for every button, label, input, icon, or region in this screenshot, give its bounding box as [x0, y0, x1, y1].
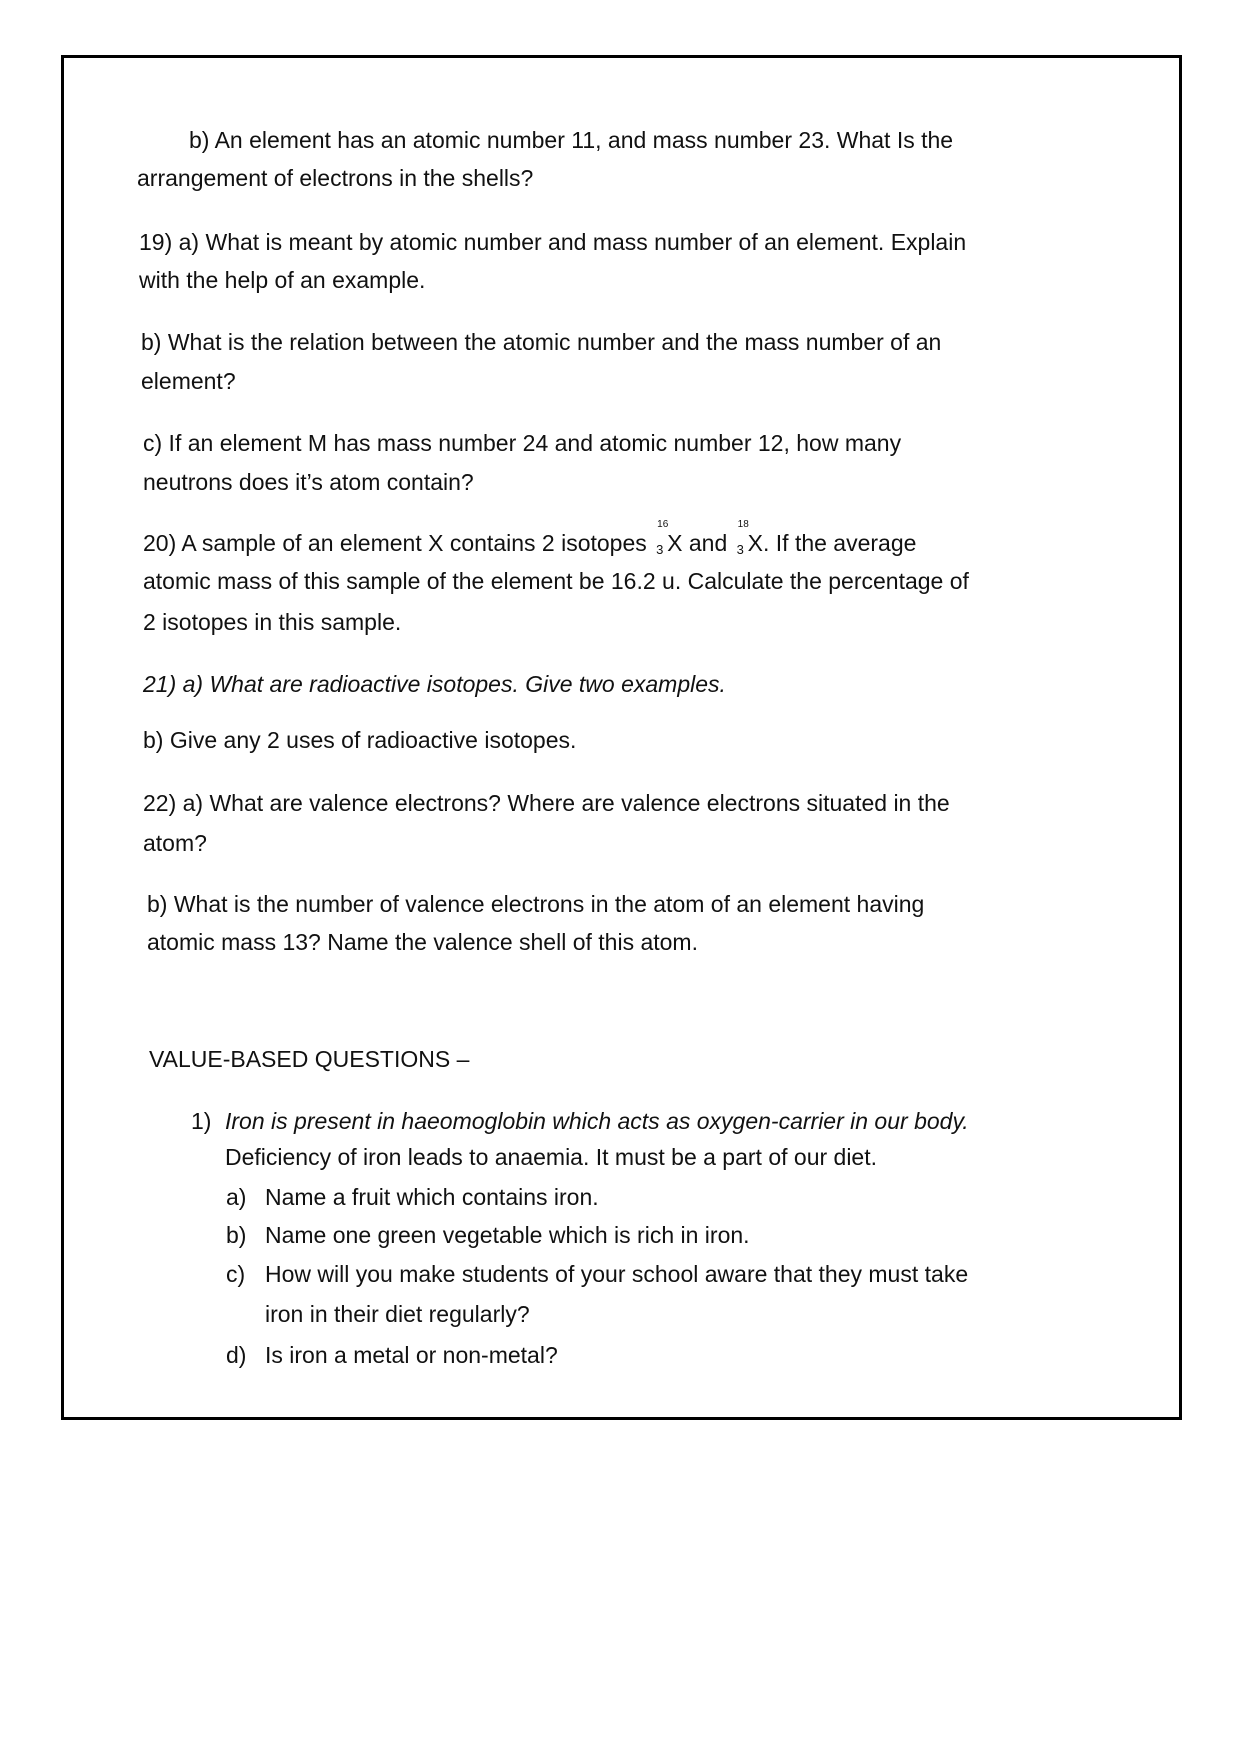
isotope-notation-18 [734, 519, 749, 557]
vb-item1-number: 1) [191, 1108, 212, 1134]
q20-line2: atomic mass of this sample of the element be 16.2 u. Calculate the percentage of [143, 568, 969, 594]
q19-a-text: What is meant by atomic number and mass number of an element. Explain [205, 229, 967, 255]
q19-a-line1 [139, 228, 966, 256]
isotope-mass-number: 18 [737, 519, 749, 530]
q19-b-line2: element? [141, 368, 236, 394]
vb-sub-c-label: c) [226, 1261, 246, 1287]
vb-sub-d-text: Is iron a metal or non-metal? [265, 1342, 558, 1368]
vb-sub-a-label: a) [226, 1184, 247, 1210]
q22-a-line2: atom? [143, 830, 207, 856]
q18-b-line2: arrangement of electrons in the shells? [137, 165, 534, 191]
q21-b-line: b) Give any 2 uses of radioactive isotopes. [143, 727, 577, 753]
isotope-atomic-number: 3 [736, 542, 744, 557]
vb-sub-d-label: d) [226, 1342, 247, 1368]
q19-c-line2: neutrons does it’s atom contain? [143, 469, 474, 495]
q20-text-part1: 20) A sample of an element X contains 2 isotopes [143, 530, 654, 556]
vb-sub-a-text: Name a fruit which contains iron. [265, 1184, 599, 1210]
q19-a-line2: with the help of an example. [139, 267, 426, 293]
vb-sub-c-text2: iron in their diet regularly? [265, 1301, 530, 1327]
q21-a-line: 21) a) What are radioactive isotopes. Give two examples. [143, 671, 726, 697]
q20-text-part3: X. If the average [747, 530, 917, 556]
vb-item1-line1: Iron is present in haeomoglobin which acts as oxygen-carrier in our body. [225, 1108, 969, 1134]
vb-sub-b-text: Name one green vegetable which is rich in iron. [265, 1222, 750, 1248]
q19-c-line1: c) If an element M has mass number 24 and atomic number 12, how many [143, 430, 902, 456]
q20-line1 [143, 519, 917, 557]
vb-sub-b-label: b) [226, 1222, 247, 1248]
q20-text-part2: X and [667, 530, 734, 556]
q18-b-line1: b) An element has an atomic number 11, and mass number 23. What Is the [189, 127, 954, 153]
q19-a-prefix: 19) a) [139, 229, 206, 255]
isotope-mass-number: 16 [657, 519, 669, 530]
isotope-notation-16 [653, 519, 669, 557]
q22-a-line1: 22) a) What are valence electrons? Where are valence electrons situated in the [143, 790, 950, 816]
vb-item1-line2: Deficiency of iron leads to anaemia. It must be a part of our diet. [225, 1144, 878, 1170]
value-based-heading: VALUE-BASED QUESTIONS – [149, 1046, 470, 1072]
isotope-atomic-number: 3 [656, 542, 664, 557]
q22-b-line2: atomic mass 13? Name the valence shell of this atom. [147, 929, 698, 955]
q20-line3: 2 isotopes in this sample. [143, 609, 402, 635]
q19-b-line1: b) What is the relation between the atomic number and the mass number of an [141, 329, 942, 355]
vb-sub-c-text1: How will you make students of your school aware that they must take [265, 1261, 969, 1287]
q22-b-line1: b) What is the number of valence electrons in the atom of an element having [147, 891, 925, 917]
